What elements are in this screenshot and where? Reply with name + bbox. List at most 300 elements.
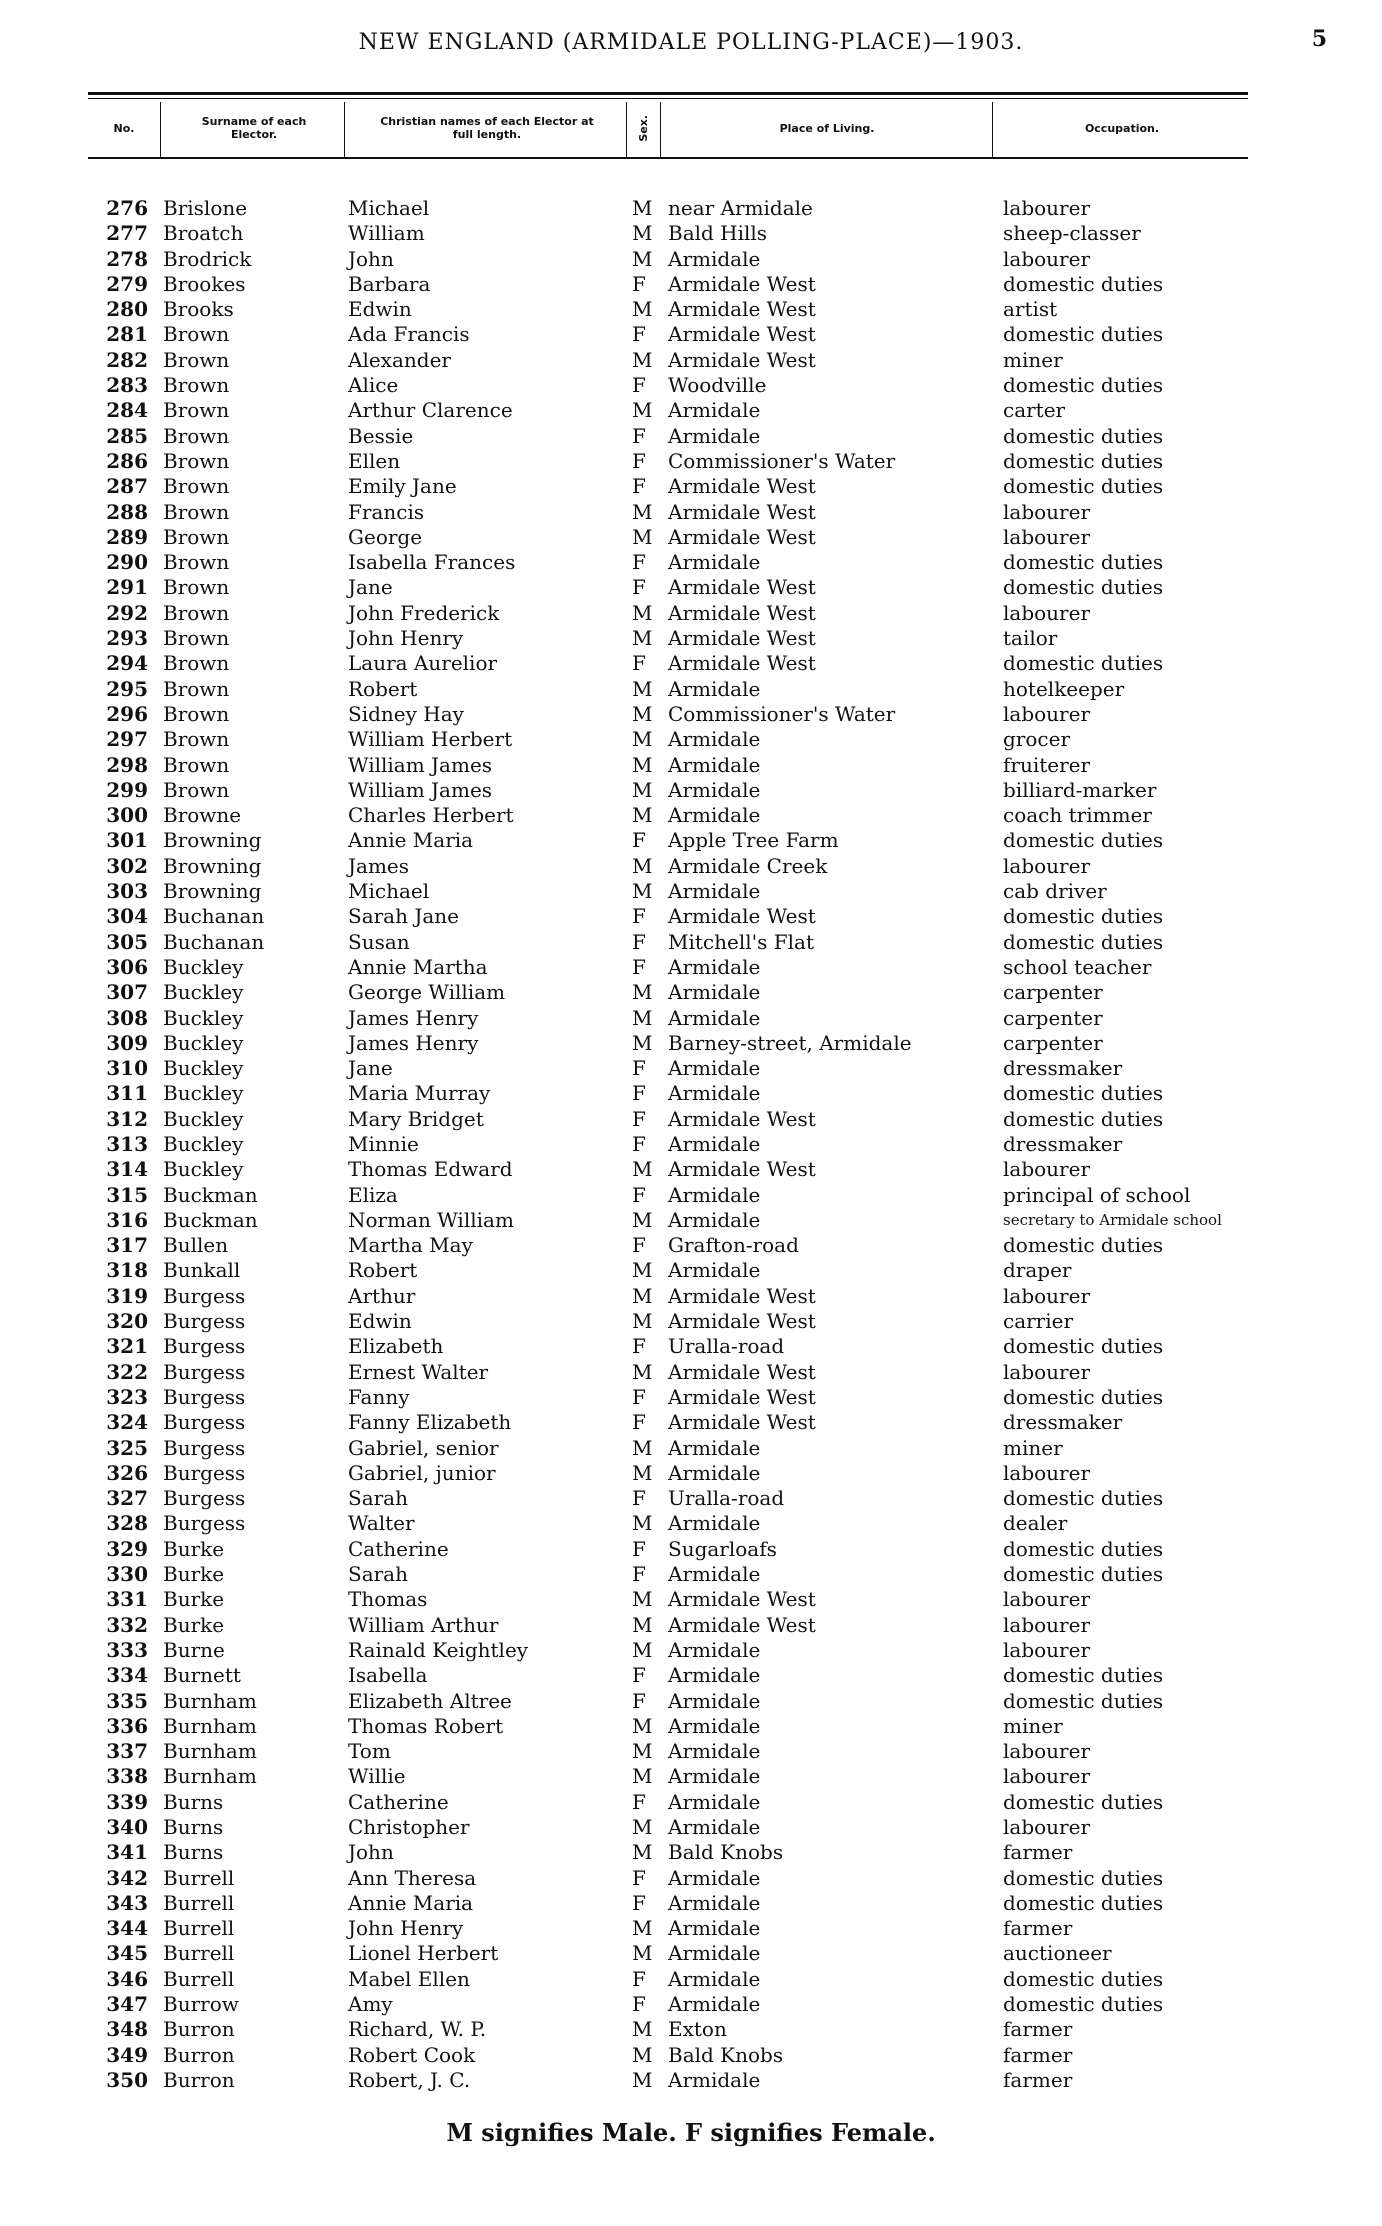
sex: M (632, 1840, 653, 1865)
place-of-living: Armidale (668, 803, 761, 828)
surname: Burke (163, 1612, 225, 1637)
christian-names: Arthur (348, 1283, 416, 1308)
sex: F (632, 954, 646, 979)
place-of-living: Armidale West (668, 297, 816, 322)
table-row (0, 1815, 1382, 1840)
surname: Burke (163, 1562, 225, 1587)
place-of-living: Armidale (668, 1916, 761, 1941)
occupation: farmer (1003, 1840, 1073, 1865)
occupation: miner (1003, 1435, 1063, 1460)
sex: F (632, 423, 646, 448)
surname: Burron (163, 2042, 235, 2067)
sex: M (632, 701, 653, 726)
elector-number: 319 (106, 1283, 148, 1308)
elector-number: 280 (106, 297, 148, 322)
table-row (0, 930, 1382, 955)
elector-number: 278 (106, 246, 148, 271)
surname: Buckman (163, 1182, 258, 1207)
sex: F (632, 1663, 646, 1688)
elector-number: 298 (106, 752, 148, 777)
surname: Browning (163, 828, 262, 853)
place-of-living: Armidale (668, 1182, 761, 1207)
occupation: labourer (1003, 1612, 1091, 1637)
place-of-living: Armidale West (668, 575, 816, 600)
place-of-living: Armidale (668, 1435, 761, 1460)
surname: Burgess (163, 1460, 246, 1485)
occupation: domestic duties (1003, 474, 1164, 499)
christian-names: Alice (348, 373, 399, 398)
occupation: domestic duties (1003, 1688, 1164, 1713)
occupation: labourer (1003, 1587, 1091, 1612)
place-of-living: Armidale (668, 1511, 761, 1536)
occupation: auctioneer (1003, 1941, 1112, 1966)
table-row (0, 272, 1382, 297)
header-no: No. (113, 121, 135, 135)
sex: M (632, 1030, 653, 1055)
surname: Brown (163, 575, 230, 600)
sex: M (632, 2017, 653, 2042)
elector-number: 345 (106, 1941, 148, 1966)
occupation: school teacher (1003, 954, 1152, 979)
place-of-living: Bald Knobs (668, 2042, 784, 2067)
occupation: domestic duties (1003, 423, 1164, 448)
elector-number: 307 (106, 980, 148, 1005)
place-of-living: Armidale (668, 246, 761, 271)
table-row (0, 1334, 1382, 1359)
christian-names: Mabel Ellen (348, 1966, 470, 1991)
occupation: labourer (1003, 1283, 1091, 1308)
elector-number: 342 (106, 1865, 148, 1890)
sex: F (632, 1334, 646, 1359)
occupation: domestic duties (1003, 1384, 1164, 1409)
elector-number: 294 (106, 651, 148, 676)
occupation: cab driver (1003, 879, 1107, 904)
sex: M (632, 1511, 653, 1536)
place-of-living: Armidale (668, 777, 761, 802)
christian-names: Arthur Clarence (348, 398, 513, 423)
table-row (0, 778, 1382, 803)
table-row (0, 1461, 1382, 1486)
christian-names: Francis (348, 499, 425, 524)
table-row (0, 1132, 1382, 1157)
place-of-living: Armidale (668, 1562, 761, 1587)
table-row (0, 221, 1382, 246)
occupation: labourer (1003, 701, 1091, 726)
sex: M (632, 1739, 653, 1764)
occupation: domestic duties (1003, 1233, 1164, 1258)
sex: M (632, 297, 653, 322)
sex: M (632, 196, 653, 220)
table-row (0, 1183, 1382, 1208)
elector-number: 284 (106, 398, 148, 423)
elector-number: 336 (106, 1713, 148, 1738)
occupation: domestic duties (1003, 1865, 1164, 1890)
sex: F (632, 1106, 646, 1131)
surname: Burnham (163, 1764, 257, 1789)
place-of-living: Armidale (668, 398, 761, 423)
place-of-living: Armidale (668, 1941, 761, 1966)
place-of-living: Uralla-road (668, 1334, 785, 1359)
occupation: draper (1003, 1258, 1072, 1283)
elector-number: 324 (106, 1410, 148, 1435)
surname: Browning (163, 853, 262, 878)
christian-names: Barbara (348, 271, 431, 296)
surname: Burrow (163, 1992, 239, 2017)
table-row (0, 904, 1382, 929)
christian-names: Norman William (348, 1207, 514, 1232)
elector-number: 334 (106, 1663, 148, 1688)
occupation: domestic duties (1003, 1106, 1164, 1131)
surname: Burrell (163, 1916, 235, 1941)
surname: Burnham (163, 1739, 257, 1764)
sex: F (632, 904, 646, 929)
occupation: carter (1003, 398, 1066, 423)
surname: Buckley (163, 1030, 244, 1055)
place-of-living: Armidale West (668, 271, 816, 296)
place-of-living: Armidale West (668, 904, 816, 929)
table-row (0, 1916, 1382, 1941)
occupation: dressmaker (1003, 1131, 1123, 1156)
surname: Buckley (163, 954, 244, 979)
sex: F (632, 1410, 646, 1435)
table-row (0, 1360, 1382, 1385)
surname: Buchanan (163, 929, 265, 954)
surname: Buckley (163, 1131, 244, 1156)
occupation: domestic duties (1003, 1992, 1164, 2017)
christian-names: Richard, W. P. (348, 2017, 487, 2042)
sex: M (632, 499, 653, 524)
place-of-living: Armidale (668, 1056, 761, 1081)
sex: F (632, 550, 646, 575)
surname: Brown (163, 626, 230, 651)
elector-number: 306 (106, 954, 148, 979)
surname: Brodrick (163, 246, 252, 271)
place-of-living: Armidale West (668, 600, 816, 625)
sex: M (632, 1815, 653, 1839)
table-row (0, 677, 1382, 702)
christian-names: Sarah (348, 1562, 408, 1587)
occupation: carpenter (1003, 1030, 1103, 1055)
table-row (0, 1537, 1382, 1562)
sex: M (632, 777, 653, 802)
elector-number: 323 (106, 1384, 148, 1409)
sex: M (632, 1207, 653, 1232)
occupation: miner (1003, 347, 1063, 372)
table-row (0, 1613, 1382, 1638)
occupation: domestic duties (1003, 271, 1164, 296)
christian-names: Minnie (348, 1131, 419, 1156)
place-of-living: Armidale (668, 676, 761, 701)
occupation: farmer (1003, 2017, 1073, 2042)
elector-number: 286 (106, 448, 148, 473)
sex: F (632, 828, 646, 853)
occupation: labourer (1003, 1764, 1091, 1789)
sex: M (632, 2042, 653, 2067)
place-of-living: Armidale (668, 879, 761, 904)
table-row (0, 1941, 1382, 1966)
elector-number: 320 (106, 1309, 148, 1334)
elector-number: 305 (106, 929, 148, 954)
surname: Brown (163, 727, 230, 752)
place-of-living: Armidale (668, 1258, 761, 1283)
christian-names: John (348, 246, 394, 271)
surname: Browne (163, 803, 242, 828)
place-of-living: Armidale (668, 1789, 761, 1814)
place-of-living: Armidale (668, 550, 761, 575)
place-of-living: Armidale (668, 980, 761, 1005)
surname: Burke (163, 1536, 225, 1561)
christian-names: Elizabeth Altree (348, 1688, 512, 1713)
place-of-living: Bald Hills (668, 221, 768, 246)
christian-names: Amy (348, 1992, 393, 2017)
sex: M (632, 1764, 653, 1789)
header-place-of-living: Place of Living. (779, 121, 875, 135)
sex: M (632, 853, 653, 878)
christian-names: William James (348, 752, 493, 777)
occupation: sheep-classer (1003, 221, 1141, 246)
christian-names: Rainald Keightley (348, 1637, 529, 1662)
table-row (0, 854, 1382, 879)
occupation: domestic duties (1003, 1663, 1164, 1688)
occupation: artist (1003, 297, 1058, 322)
surname: Burns (163, 1789, 224, 1814)
christian-names: Catherine (348, 1789, 449, 1814)
table-row (0, 1284, 1382, 1309)
table-row (0, 500, 1382, 525)
table-row (0, 1790, 1382, 1815)
place-of-living: Armidale (668, 727, 761, 752)
table-row (0, 424, 1382, 449)
christian-names: Annie Martha (348, 954, 488, 979)
table-row (0, 1233, 1382, 1258)
occupation: labourer (1003, 196, 1091, 220)
christian-names: Ellen (348, 448, 401, 473)
elector-number: 304 (106, 904, 148, 929)
table-row (0, 1385, 1382, 1410)
header-top-rule (88, 92, 1248, 95)
surname: Bunkall (163, 1258, 241, 1283)
sex: M (632, 879, 653, 904)
surname: Brooks (163, 297, 234, 322)
table-row (0, 1840, 1382, 1865)
table-row (0, 1562, 1382, 1587)
surname: Brown (163, 600, 230, 625)
table-row (0, 879, 1382, 904)
surname: Burne (163, 1637, 225, 1662)
occupation: dressmaker (1003, 1410, 1123, 1435)
surname: Burrell (163, 1941, 235, 1966)
table-row (0, 1056, 1382, 1081)
christian-names: John Frederick (348, 600, 500, 625)
table-row (0, 727, 1382, 752)
christian-names: Isabella Frances (348, 550, 516, 575)
table-row (0, 2043, 1382, 2068)
table-row (0, 828, 1382, 853)
christian-names: Maria Murray (348, 1081, 491, 1106)
christian-names: Tom (348, 1739, 391, 1764)
header-top-rule-thin (88, 98, 1248, 99)
sex: M (632, 524, 653, 549)
surname: Burns (163, 1815, 224, 1839)
elector-number: 338 (106, 1764, 148, 1789)
place-of-living: Armidale (668, 1460, 761, 1485)
elector-number: 296 (106, 701, 148, 726)
column-divider (160, 102, 161, 158)
sex: F (632, 474, 646, 499)
christian-names: Annie Maria (348, 1890, 474, 1915)
christian-names: Thomas (348, 1587, 428, 1612)
christian-names: William Herbert (348, 727, 513, 752)
place-of-living: Armidale (668, 1764, 761, 1789)
surname: Burgess (163, 1384, 246, 1409)
place-of-living: Armidale West (668, 1309, 816, 1334)
occupation: farmer (1003, 1916, 1073, 1941)
surname: Brown (163, 550, 230, 575)
table-row (0, 1511, 1382, 1536)
table-row (0, 1436, 1382, 1461)
sex: F (632, 448, 646, 473)
place-of-living: Exton (668, 2017, 727, 2042)
christian-names: Walter (348, 1511, 415, 1536)
place-of-living: Armidale (668, 1739, 761, 1764)
elector-number: 311 (106, 1081, 148, 1106)
elector-number: 340 (106, 1815, 148, 1839)
place-of-living: Armidale West (668, 651, 816, 676)
occupation: domestic duties (1003, 1081, 1164, 1106)
christian-names: Edwin (348, 297, 412, 322)
surname: Brown (163, 701, 230, 726)
surname: Brown (163, 651, 230, 676)
table-row (0, 1258, 1382, 1283)
sex: M (632, 1941, 653, 1966)
sex: F (632, 1890, 646, 1915)
sex: F (632, 271, 646, 296)
sex: M (632, 1916, 653, 1941)
occupation: fruiterer (1003, 752, 1091, 777)
sex: M (632, 1713, 653, 1738)
occupation: grocer (1003, 727, 1071, 752)
table-row (0, 1891, 1382, 1916)
elector-number: 341 (106, 1840, 148, 1865)
sex: F (632, 1688, 646, 1713)
christian-names: John Henry (348, 626, 464, 651)
occupation: domestic duties (1003, 322, 1164, 347)
sex: M (632, 1157, 653, 1182)
surname: Burgess (163, 1486, 246, 1511)
elector-number: 344 (106, 1916, 148, 1941)
table-row (0, 1689, 1382, 1714)
christian-names: George William (348, 980, 506, 1005)
surname: Bullen (163, 1233, 229, 1258)
occupation: labourer (1003, 1157, 1091, 1182)
sex: M (632, 676, 653, 701)
place-of-living: Sugarloafs (668, 1536, 777, 1561)
surname: Browning (163, 879, 262, 904)
occupation: domestic duties (1003, 904, 1164, 929)
sex: M (632, 600, 653, 625)
elector-number: 332 (106, 1612, 148, 1637)
elector-number: 289 (106, 524, 148, 549)
elector-number: 321 (106, 1334, 148, 1359)
occupation: labourer (1003, 524, 1091, 549)
occupation: domestic duties (1003, 373, 1164, 398)
christian-names: Sarah (348, 1486, 408, 1511)
christian-names: Ada Francis (348, 322, 470, 347)
place-of-living: near Armidale (668, 196, 813, 220)
elector-number: 308 (106, 1005, 148, 1030)
place-of-living: Armidale (668, 1131, 761, 1156)
place-of-living: Grafton-road (668, 1233, 799, 1258)
sex: F (632, 1966, 646, 1991)
sex: F (632, 1182, 646, 1207)
place-of-living: Uralla-road (668, 1486, 785, 1511)
sex: F (632, 929, 646, 954)
christian-names: Willie (348, 1764, 406, 1789)
place-of-living: Armidale West (668, 1587, 816, 1612)
christian-names: Robert (348, 1258, 418, 1283)
place-of-living: Armidale (668, 1005, 761, 1030)
place-of-living: Armidale (668, 1688, 761, 1713)
elector-number: 317 (106, 1233, 148, 1258)
place-of-living: Armidale West (668, 347, 816, 372)
sex: M (632, 803, 653, 828)
sex: M (632, 347, 653, 372)
occupation: labourer (1003, 1815, 1091, 1839)
place-of-living: Armidale (668, 1966, 761, 1991)
table-row (0, 1739, 1382, 1764)
sex: M (632, 980, 653, 1005)
occupation: domestic duties (1003, 929, 1164, 954)
table-row (0, 474, 1382, 499)
sex: M (632, 1258, 653, 1283)
sex: F (632, 1056, 646, 1081)
elector-number: 290 (106, 550, 148, 575)
table-row (0, 702, 1382, 727)
christian-names: William James (348, 777, 493, 802)
place-of-living: Armidale West (668, 322, 816, 347)
christian-names: Robert (348, 676, 418, 701)
christian-names: Ernest Walter (348, 1359, 489, 1384)
sex: M (632, 1435, 653, 1460)
place-of-living: Armidale West (668, 1612, 816, 1637)
column-divider (344, 102, 345, 158)
christian-names: Robert, J. C. (348, 2067, 471, 2092)
occupation: labourer (1003, 499, 1091, 524)
surname: Burgess (163, 1334, 246, 1359)
occupation: domestic duties (1003, 828, 1164, 853)
christian-names: Thomas Edward (348, 1157, 513, 1182)
occupation: domestic duties (1003, 448, 1164, 473)
christian-names: Elizabeth (348, 1334, 444, 1359)
surname: Brown (163, 373, 230, 398)
elector-number: 295 (106, 676, 148, 701)
table-row (0, 449, 1382, 474)
sex: F (632, 1536, 646, 1561)
table-row (0, 1081, 1382, 1106)
place-of-living: Mitchell's Flat (668, 929, 814, 954)
elector-number: 291 (106, 575, 148, 600)
sex: M (632, 1612, 653, 1637)
surname: Burrell (163, 1966, 235, 1991)
table-row (0, 1663, 1382, 1688)
header-surname: Surname of each Elector. (201, 115, 307, 141)
surname: Buckman (163, 1207, 258, 1232)
occupation: labourer (1003, 1359, 1091, 1384)
occupation: secretary to Armidale school (1003, 1210, 1222, 1229)
table-row (0, 525, 1382, 550)
christian-names: Christopher (348, 1815, 470, 1839)
occupation: carrier (1003, 1309, 1074, 1334)
